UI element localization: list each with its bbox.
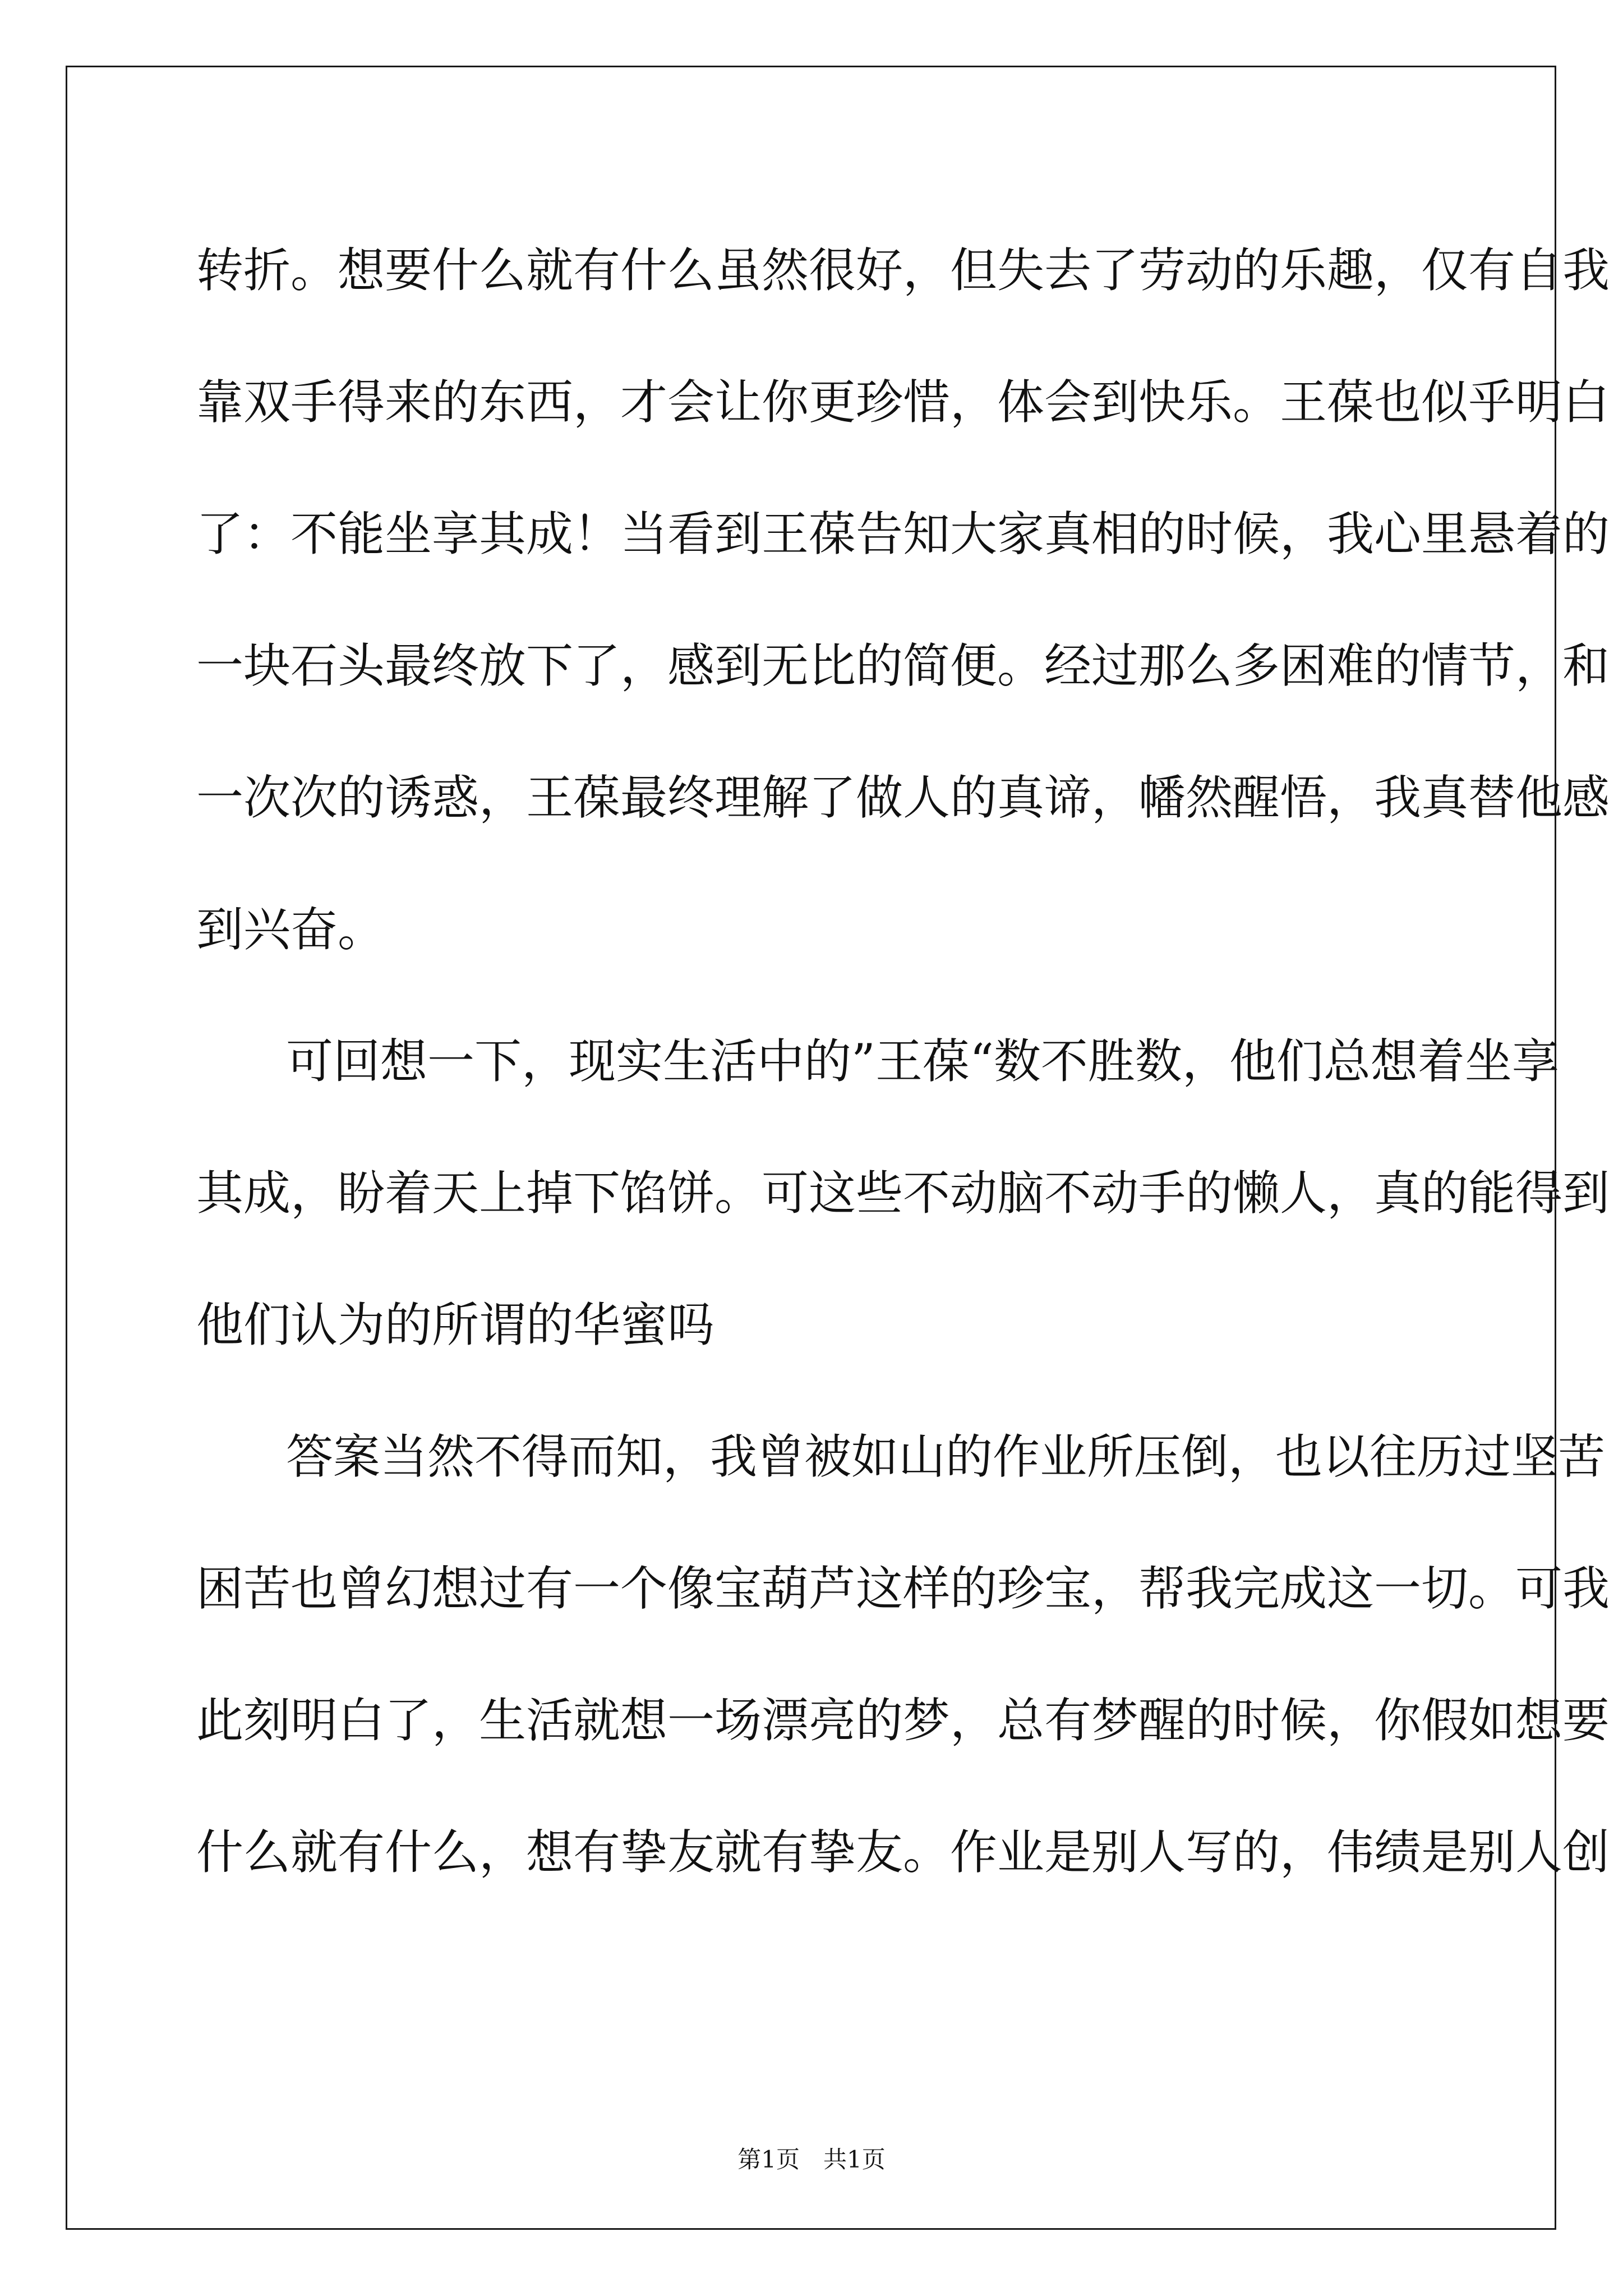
text-line: 困苦也曾幻想过有一个像宝葫芦这样的珍宝，帮我完成这一切。可我: [196, 1561, 1610, 1616]
text-line: 了：不能坐享其成！当看到王葆告知大家真相的时候，我心里悬着的: [196, 507, 1610, 562]
text-line: 其成，盼着天上掉下馅饼。可这些不动脑不动手的懒人，真的能得到: [196, 1166, 1610, 1221]
text-line: 到兴奋。: [196, 902, 385, 957]
text-line: 转折。想要什么就有什么虽然很好，但失去了劳动的乐趣，仅有自我: [196, 243, 1610, 298]
text-line: 一块石头最终放下了，感到无比的简便。经过那么多困难的情节，和: [196, 638, 1610, 693]
text-line: 他们认为的所谓的华蜜吗: [196, 1297, 715, 1352]
text-line: 可回想一下，现实生活中的”王葆“数不胜数，他们总想着坐享: [286, 1034, 1559, 1089]
page-number: 第1页 共1页: [737, 2146, 886, 2173]
text-line: 什么就有什么，想有挚友就有挚友。作业是别人写的，伟绩是别人创: [196, 1825, 1610, 1880]
text-line: 靠双手得来的东西，才会让你更珍惜，体会到快乐。王葆也似乎明白: [196, 375, 1610, 430]
text-line: 此刻明白了，生活就想一场漂亮的梦，总有梦醒的时候，你假如想要: [196, 1693, 1610, 1748]
document-body: [196, 205, 1610, 1918]
text-line: 答案当然不得而知，我曾被如山的作业所压倒，也以往历过坚苦: [286, 1429, 1606, 1484]
text-line: 一次次的诱惑，王葆最终理解了做人的真谛，幡然醒悟，我真替他感: [196, 770, 1610, 825]
